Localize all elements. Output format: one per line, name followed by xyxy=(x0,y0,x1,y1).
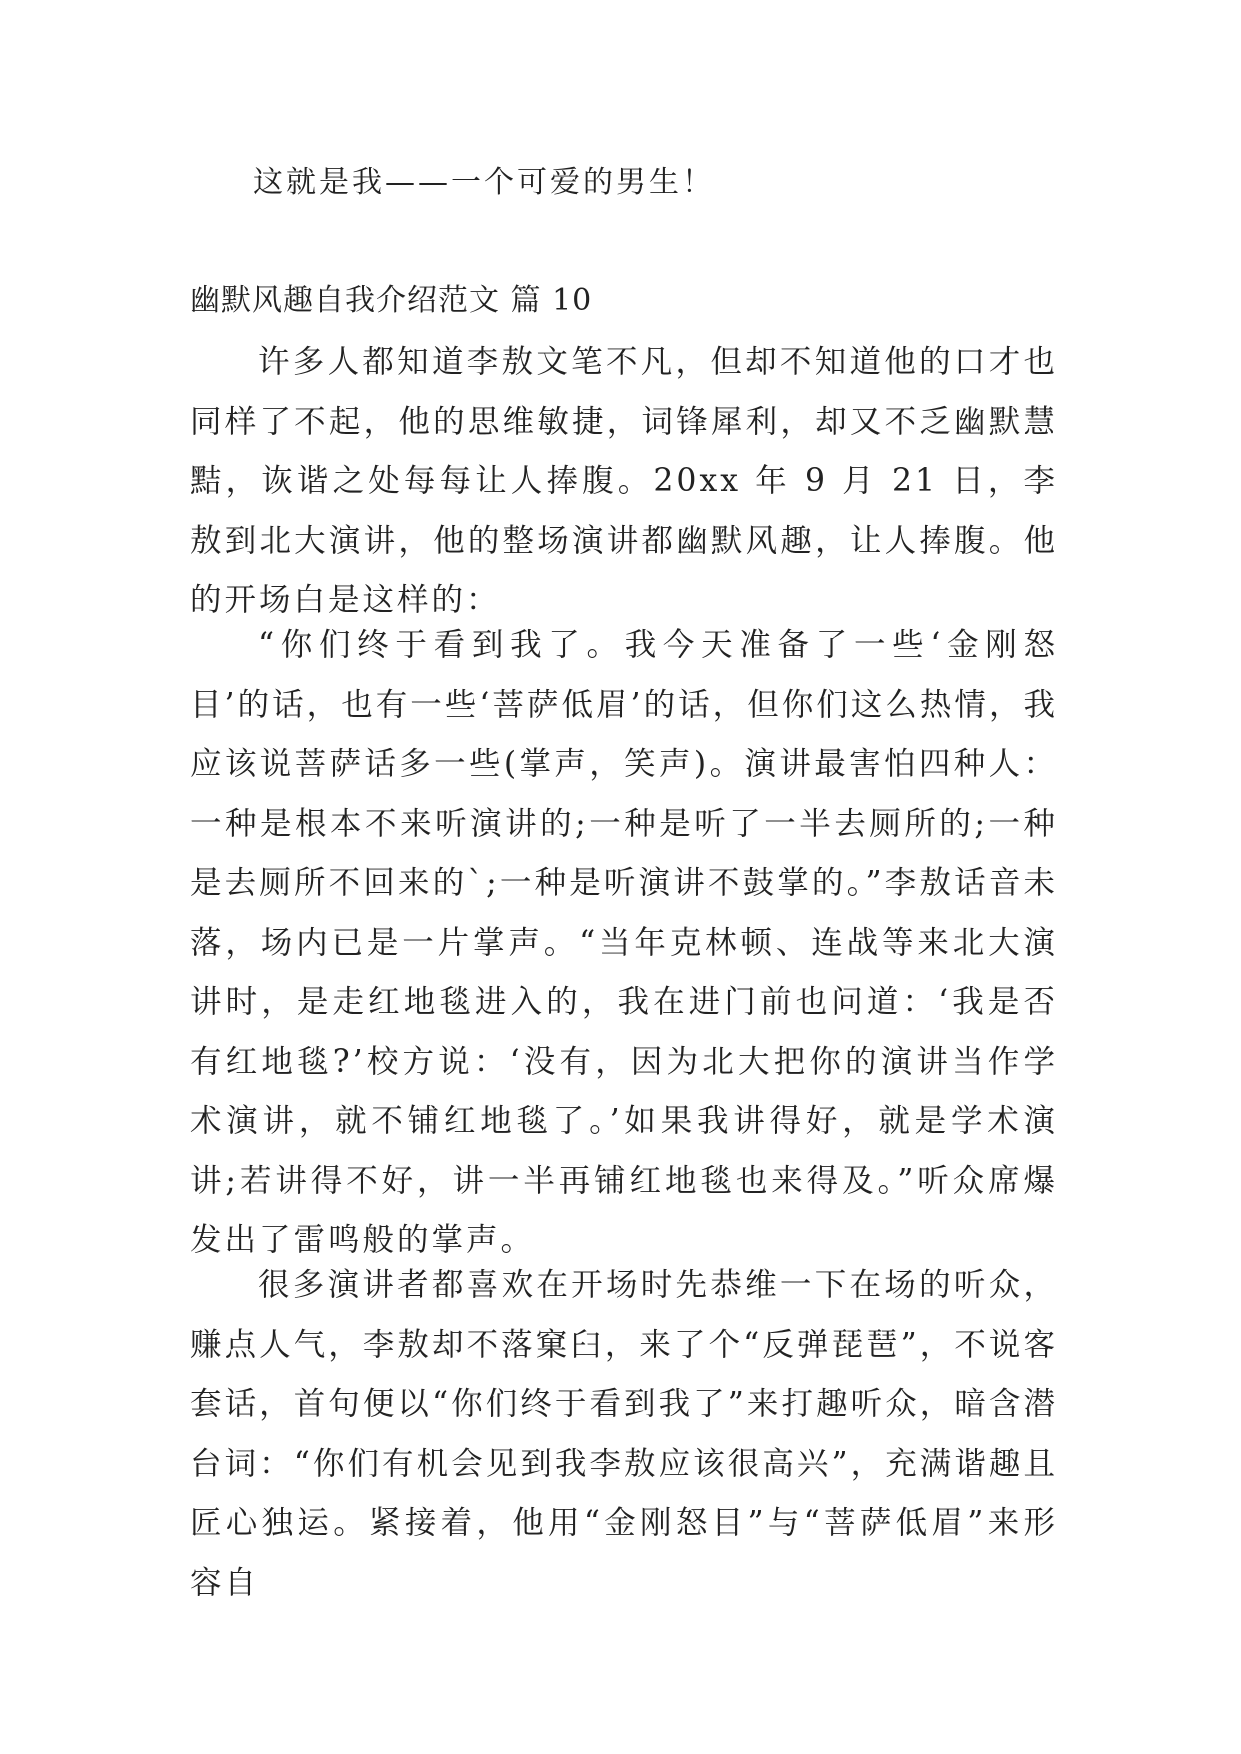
closing-line: 这就是我——一个可爱的男生！ xyxy=(253,165,715,200)
body-paragraph: 许多人都知道李敖文笔不凡，但却不知道他的口才也同样了不起，他的思维敏捷，词锋犀利，却又不乏幽默慧黠，诙谐之处每每让人捧腹。20xx 年 9 月 21 日，李敖到北大演讲，他的整场演讲都幽默风趣，让人捧腹。他的开场白是这样的： xyxy=(190,344,1058,618)
body-paragraph: 很多演讲者都喜欢在开场时先恭维一下在场的听众，赚点人气，李敖却不落窠臼，来了个“反弹琵琶”，不说客套话，首句便以“你们终于看到我了”来打趣听众，暗含潜台词：“你们有机会见到我李敖应该很高兴”，充满谐趣且匠心独运。紧接着，他用“金刚怒目”与“菩萨低眉”来形容自 xyxy=(190,1267,1058,1601)
section-heading: 幽默风趣自我介绍范文 篇 10 xyxy=(190,283,593,318)
body-paragraph: “你们终于看到我了。我今天准备了一些‘金刚怒目’的话，也有一些‘菩萨低眉’的话，但你们这么热情，我应该说菩萨话多一些(掌声，笑声)。演讲最害怕四种人：一种是根本不来听演讲的;一种是听了一半去厕所的;一种是去厕所不回来的`;一种是听演讲不鼓掌的。”李敖话音未落，场内已是一片掌声。“当年克林顿、连战等来北大演讲时，是走红地毯进入的，我在进门前也问道：‘我是否有红地毯?’校方说：‘没有，因为北大把你的演讲当作学术演讲，就不铺红地毯了。’如果我讲得好，就是学术演讲;若讲得不好，讲一半再铺红地毯也来得及。”听众席爆发出了雷鸣般的掌声。 xyxy=(190,627,1058,1258)
